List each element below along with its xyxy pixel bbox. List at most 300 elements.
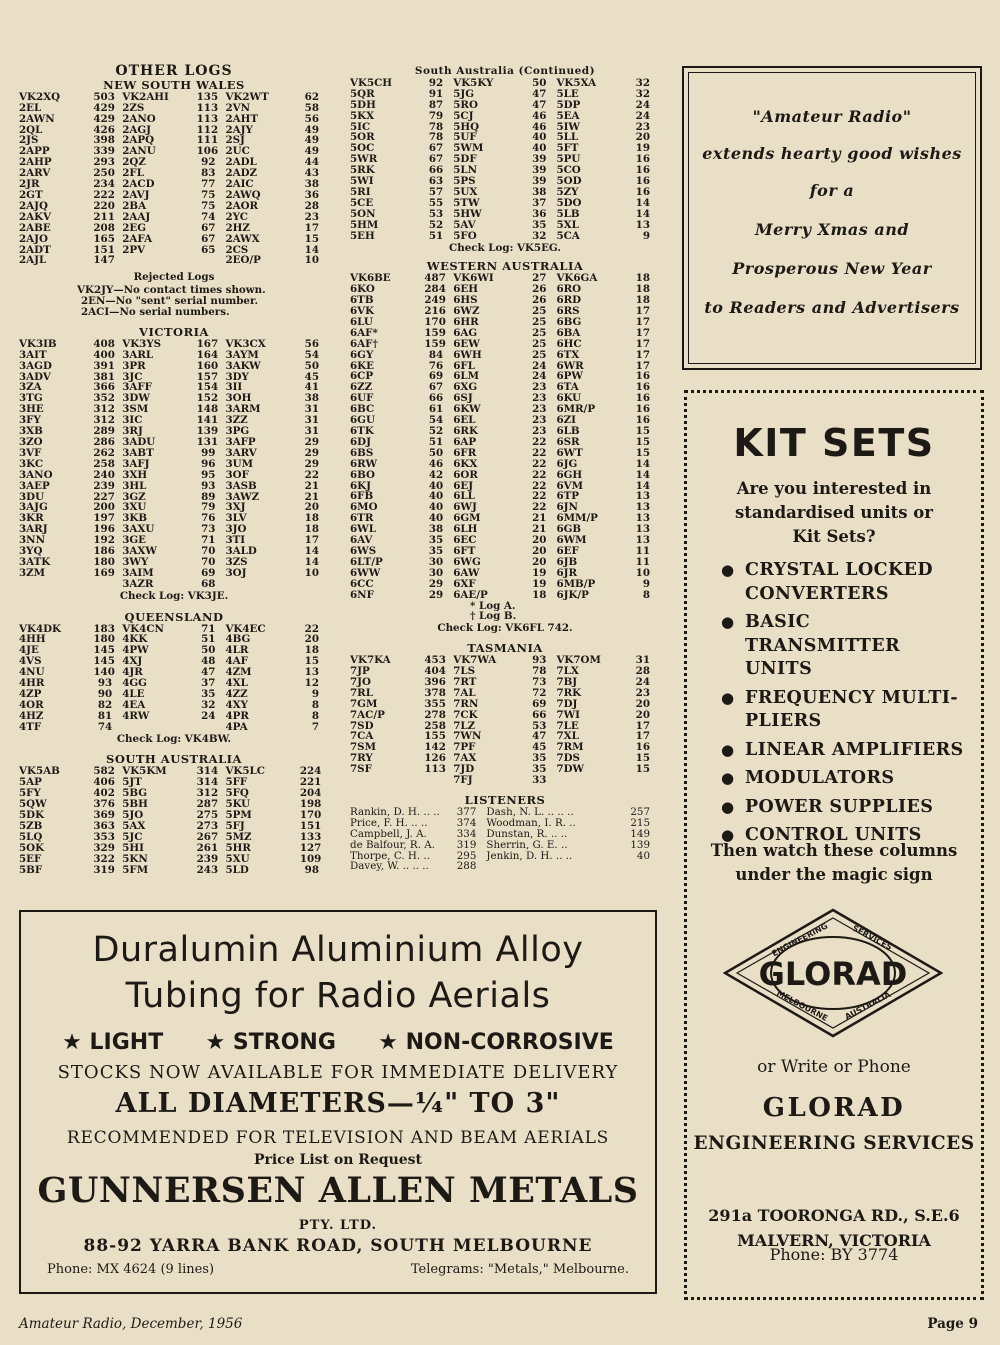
- score-cell: 17: [635, 360, 650, 372]
- ad-address: 88-92 YARRA BANK ROAD, SOUTH MELBOURNE: [83, 1236, 593, 1256]
- score-cell: 267: [196, 831, 219, 843]
- kit-sets-ad: [684, 390, 984, 1300]
- score-cell: 28: [635, 666, 650, 677]
- score-cell: 35: [532, 764, 547, 776]
- score-cell: 25: [532, 306, 547, 317]
- score-cell: 18: [635, 273, 650, 285]
- callsign-cell: 5KU: [225, 799, 251, 810]
- score-cell: 8: [311, 699, 319, 711]
- score-cell: 289: [93, 426, 115, 437]
- score-cell: 10: [635, 567, 650, 579]
- log-row: [19, 634, 329, 645]
- score-cell: 15: [635, 426, 650, 437]
- score-cell: 46: [428, 458, 444, 470]
- callsign-cell: 3JC: [122, 371, 143, 383]
- score-cell: 322: [93, 853, 115, 865]
- callsign-cell: 3AIM: [122, 567, 154, 579]
- score-cell: 84: [428, 349, 444, 361]
- score-cell: 11: [635, 545, 650, 557]
- kit-item: ● BASIC TRANSMITTER UNITS: [721, 611, 971, 682]
- score-cell: 45: [304, 371, 319, 383]
- score-cell: 249: [424, 295, 446, 307]
- score-cell: 13: [635, 535, 650, 546]
- kit-address-line: MALVERN, VICTORIA: [737, 1231, 931, 1250]
- score-cell: 30: [428, 556, 444, 568]
- callsign-cell: 3II: [225, 382, 243, 394]
- score-cell: 22: [304, 469, 319, 481]
- log-row: [350, 78, 660, 89]
- callsign-cell: 2HZ: [225, 222, 250, 234]
- score-cell: 51: [428, 230, 444, 242]
- xmas-greeting-box: [682, 66, 982, 370]
- score-cell: 17: [635, 349, 650, 361]
- callsign-cell: 6BC: [350, 404, 375, 416]
- callsign-cell: 7AC/P: [350, 709, 385, 721]
- log-row: [350, 89, 660, 100]
- score-cell: 140: [93, 667, 115, 679]
- wa-table: [350, 273, 660, 600]
- score-cell: 44: [304, 157, 319, 169]
- callsign-cell: 4GG: [122, 678, 147, 689]
- log-row: [350, 273, 660, 284]
- score-cell: 67: [201, 233, 216, 245]
- callsign-cell: 2AHT: [225, 113, 258, 125]
- score-cell: 54: [428, 415, 444, 426]
- log-row: [19, 535, 329, 546]
- callsign-cell: 2AIC: [225, 179, 254, 190]
- callsign-cell: 6VM: [556, 480, 583, 492]
- callsign-cell: 6KW: [453, 404, 481, 416]
- callsign-cell: 5MZ: [225, 831, 252, 843]
- callsign-cell: VK4EC: [225, 623, 266, 635]
- callsign-cell: 7LZ: [453, 720, 476, 732]
- score-cell: 50: [304, 360, 319, 372]
- glorad-logo-top2: SERVICES: [850, 923, 894, 953]
- callsign-cell: 5QW: [19, 799, 47, 810]
- vic-title: VICTORIA: [139, 324, 209, 339]
- log-row: [350, 328, 660, 339]
- callsign-cell: VK5AB: [19, 766, 60, 778]
- kit-intro-line: Are you interested in: [736, 479, 932, 498]
- log-row: [350, 382, 660, 393]
- score-cell: 35: [532, 753, 547, 765]
- callsign-cell: 6EC: [453, 535, 477, 546]
- callsign-cell: 6TX: [556, 349, 580, 361]
- ad-feature: ★ STRONG: [205, 1030, 336, 1055]
- callsign-cell: 3DY: [225, 371, 249, 383]
- listener-name-cell: Sherrin, G. E. ..: [486, 839, 568, 851]
- score-cell: 21: [532, 524, 547, 536]
- log-row: [350, 295, 660, 306]
- log-row: [350, 437, 660, 448]
- callsign-cell: 2QZ: [122, 157, 146, 169]
- score-cell: 17: [635, 327, 650, 339]
- score-cell: 26: [532, 284, 547, 296]
- callsign-cell: 3KR: [19, 513, 44, 525]
- callsign-cell: 7LX: [556, 666, 579, 677]
- score-cell: 66: [428, 165, 444, 177]
- score-cell: 22: [532, 436, 547, 448]
- callsign-cell: 3AFJ: [122, 458, 150, 470]
- score-cell: 17: [635, 306, 650, 317]
- log-row: [350, 677, 660, 688]
- callsign-cell: 5RO: [453, 99, 478, 111]
- callsign-cell: 2APQ: [122, 135, 155, 147]
- log-row: [19, 689, 329, 700]
- score-cell: 37: [532, 197, 547, 209]
- callsign-cell: 7SD: [350, 720, 374, 732]
- log-row: [19, 502, 329, 513]
- listener-name-cell: de Balfour, R. A.: [350, 839, 435, 851]
- callsign-cell: 5OC: [350, 143, 375, 155]
- wa-title: WESTERN AUSTRALIA: [426, 259, 584, 274]
- callsign-cell: 4HR: [19, 678, 45, 689]
- score-cell: 139: [196, 426, 219, 437]
- callsign-cell: 7DJ: [556, 698, 578, 710]
- score-cell: 43: [304, 168, 319, 180]
- score-cell: 16: [635, 742, 650, 754]
- log-row: [350, 231, 660, 242]
- score-cell: 319: [93, 864, 115, 876]
- score-cell: 404: [424, 666, 446, 677]
- score-cell: 14: [635, 208, 650, 220]
- score-cell: 312: [196, 788, 219, 800]
- score-cell: 76: [201, 513, 216, 525]
- callsign-cell: 2UC: [225, 146, 250, 158]
- score-cell: 164: [196, 349, 219, 361]
- score-cell: 32: [635, 77, 650, 89]
- callsign-cell: 6JK/P: [556, 589, 589, 601]
- score-cell: 183: [93, 623, 115, 635]
- score-cell: 20: [635, 132, 650, 144]
- callsign-cell: 2AWX: [225, 233, 260, 245]
- score-cell: 243: [196, 864, 219, 876]
- score-cell: 17: [635, 731, 650, 743]
- listener-row: [350, 851, 660, 862]
- score-cell: 36: [304, 189, 319, 201]
- score-cell: 23: [532, 393, 547, 405]
- callsign-cell: VK3IB: [19, 338, 57, 350]
- score-cell: 93: [201, 480, 216, 492]
- ad-recommended: RECOMMENDED FOR TELEVISION AND BEAM AERIALS: [66, 1128, 610, 1148]
- log-row: [19, 766, 329, 777]
- callsign-cell: 3RJ: [122, 426, 143, 437]
- callsign-cell: 5LE: [556, 88, 579, 100]
- log-row: [19, 179, 329, 190]
- callsign-cell: 5PM: [225, 810, 252, 821]
- log-row: [19, 821, 329, 832]
- wa-check: Check Log: VK6FL 742.: [437, 622, 573, 635]
- callsign-cell: 3DU: [19, 491, 45, 503]
- log-row: [19, 125, 329, 136]
- callsign-cell: 6TK: [350, 426, 374, 437]
- score-cell: 111: [196, 135, 219, 147]
- log-row: [19, 190, 329, 201]
- callsign-cell: 6WH: [453, 349, 482, 361]
- score-cell: 70: [201, 546, 216, 557]
- callsign-cell: 3ADV: [19, 371, 51, 383]
- callsign-cell: 2ANU: [122, 146, 156, 158]
- callsign-cell: 3YQ: [19, 546, 43, 557]
- log-row: [19, 426, 329, 437]
- score-cell: 240: [93, 469, 115, 481]
- callsign-cell: 3ZO: [19, 437, 43, 448]
- log-row: [350, 132, 660, 143]
- callsign-cell: 6RW: [350, 458, 378, 470]
- callsign-cell: 3OF: [225, 469, 249, 481]
- callsign-cell: 4PA: [225, 721, 248, 733]
- score-cell: 57: [428, 186, 444, 198]
- callsign-cell: 3AGD: [19, 360, 52, 372]
- tas-table: [350, 655, 660, 786]
- callsign-cell: VK7WA: [453, 655, 497, 667]
- wa-note-a: * Log A.: [470, 599, 516, 612]
- rejected-title: Rejected Logs: [133, 271, 215, 284]
- score-cell: 224: [299, 766, 322, 778]
- callsign-cell: 5FF: [225, 777, 248, 789]
- kit-item: ● MODULATORS: [721, 767, 971, 791]
- score-cell: 40: [532, 143, 547, 155]
- score-cell: 152: [196, 393, 219, 405]
- score-cell: 13: [635, 502, 650, 514]
- callsign-cell: 2ADL: [225, 157, 257, 169]
- score-cell: 20: [304, 634, 319, 646]
- score-cell: 353: [93, 831, 115, 843]
- callsign-cell: 2GT: [19, 189, 43, 201]
- log-row: [350, 742, 660, 753]
- log-row: [350, 546, 660, 557]
- ad-title-line1: Duralumin Aluminium Alloy: [92, 930, 584, 970]
- callsign-cell: 3KB: [122, 513, 148, 525]
- glorad-logo-center: GLORAD: [758, 955, 908, 993]
- score-cell: 71: [201, 535, 216, 547]
- callsign-cell: 3AXW: [122, 546, 157, 557]
- callsign-cell: 7LE: [556, 720, 579, 732]
- callsign-cell: 5UF: [453, 132, 477, 144]
- callsign-cell: 5OR: [350, 132, 375, 144]
- score-cell: 67: [428, 143, 444, 155]
- score-cell: 208: [93, 222, 115, 234]
- callsign-cell: 3JO: [225, 524, 247, 536]
- callsign-cell: 5UX: [453, 186, 478, 198]
- score-cell: 127: [299, 842, 322, 854]
- log-row: [350, 535, 660, 546]
- log-row: [19, 223, 329, 234]
- score-cell: 17: [304, 535, 319, 547]
- listener-name-cell: Jenkin, D. H. .. ..: [486, 850, 573, 862]
- callsign-cell: VK5CH: [350, 77, 393, 89]
- callsign-cell: 5RK: [350, 165, 375, 177]
- score-cell: 19: [635, 143, 650, 155]
- callsign-cell: VK4CN: [122, 623, 164, 635]
- score-cell: 398: [93, 135, 115, 147]
- callsign-cell: [350, 775, 424, 786]
- score-cell: 54: [304, 349, 319, 361]
- score-cell: 221: [299, 777, 322, 789]
- score-cell: 155: [424, 731, 446, 743]
- kit-intro: [687, 477, 981, 549]
- other-logs-title: OTHER LOGS: [115, 63, 233, 79]
- callsign-cell: 3XJ: [225, 502, 246, 514]
- score-cell: 160: [196, 360, 219, 372]
- log-row: [19, 667, 329, 678]
- callsign-cell: 6JB: [556, 556, 578, 568]
- log-row: [350, 165, 660, 176]
- score-cell: 402: [93, 788, 115, 800]
- log-row: [350, 721, 660, 732]
- log-row: [19, 524, 329, 535]
- callsign-cell: 5TW: [453, 197, 480, 209]
- callsign-cell: 6EJ: [453, 480, 474, 492]
- kit-item: ● FREQUENCY MULTI-PLIERS: [721, 687, 971, 734]
- log-row: [19, 711, 329, 722]
- log-row: [19, 448, 329, 459]
- score-cell: 83: [201, 168, 216, 180]
- callsign-cell: VK2WT: [225, 91, 269, 103]
- score-cell: 429: [93, 102, 115, 114]
- listeners-table: [350, 807, 660, 872]
- callsign-cell: 7CA: [350, 731, 374, 743]
- callsign-cell: 6LT/P: [350, 556, 383, 568]
- listener-name-cell: Woodman, I. R. ..: [486, 817, 576, 829]
- callsign-cell: 6MM/P: [556, 513, 598, 525]
- log-row: [350, 710, 660, 721]
- callsign-cell: 2PV: [122, 244, 146, 256]
- log-row: [19, 339, 329, 350]
- callsign-cell: 4NU: [19, 667, 45, 679]
- score-cell: 18: [635, 284, 650, 296]
- xmas-inner-border: [688, 72, 976, 364]
- callsign-cell: 5FO: [453, 230, 477, 242]
- callsign-cell: 3AFP: [225, 437, 256, 448]
- score-cell: 157: [196, 371, 219, 383]
- log-row: [19, 788, 329, 799]
- callsign-cell: 6KX: [453, 458, 478, 470]
- score-cell: 453: [424, 655, 446, 667]
- callsign-cell: 5WM: [453, 143, 484, 155]
- callsign-cell: 6WL: [350, 524, 376, 536]
- log-row: [19, 865, 329, 876]
- callsign-cell: 6LL: [453, 491, 475, 503]
- listener-score-cell: 139: [630, 839, 650, 851]
- callsign-cell: 6EH: [453, 284, 478, 296]
- score-cell: 29: [304, 458, 319, 470]
- callsign-cell: 5RI: [350, 186, 371, 198]
- qld-table: [19, 624, 329, 733]
- callsign-cell: 7RL: [350, 687, 373, 699]
- callsign-cell: 5DO: [556, 197, 582, 209]
- kit-then-line: Then watch these columns: [710, 841, 958, 860]
- callsign-cell: 3ANO: [19, 469, 53, 481]
- callsign-cell: 3VF: [19, 447, 42, 459]
- callsign-cell: 3ARM: [225, 404, 261, 416]
- callsign-cell: VK2XQ: [19, 91, 61, 103]
- score-cell: 186: [93, 546, 115, 557]
- callsign-cell: 6TA: [556, 382, 579, 394]
- score-cell: 196: [93, 524, 115, 536]
- score-cell: 50: [428, 447, 444, 459]
- log-row: [350, 764, 660, 775]
- callsign-cell: 2CS: [225, 244, 249, 256]
- score-cell: 66: [428, 393, 444, 405]
- callsign-cell: 6GH: [556, 469, 583, 481]
- score-cell: 406: [93, 777, 115, 789]
- callsign-cell: 6ZI: [556, 415, 576, 426]
- score-cell: 98: [304, 864, 319, 876]
- callsign-cell: VK7OM: [556, 655, 601, 667]
- score-cell: 8: [311, 710, 319, 722]
- log-row: [19, 255, 329, 266]
- log-row: [350, 448, 660, 459]
- log-row: [350, 699, 660, 710]
- callsign-cell: 6HR: [453, 316, 479, 328]
- callsign-cell: 7SF: [350, 764, 372, 776]
- score-cell: 61: [428, 404, 444, 416]
- callsign-cell: 5PU: [556, 154, 581, 166]
- log-row: [350, 209, 660, 220]
- score-cell: 14: [635, 480, 650, 492]
- listener-row: [350, 818, 660, 829]
- callsign-cell: 6ZZ: [350, 382, 373, 394]
- score-cell: 15: [304, 233, 319, 245]
- glorad-logo: [723, 908, 943, 1038]
- listener-score-cell: 215: [630, 817, 650, 829]
- score-cell: 24: [635, 676, 650, 688]
- log-row: [350, 306, 660, 317]
- callsign-cell: VK5XA: [556, 77, 597, 89]
- callsign-cell: VK4DK: [19, 623, 61, 635]
- callsign-cell: 2AAJ: [122, 211, 151, 223]
- score-cell: 23: [532, 415, 547, 426]
- score-cell: 75: [201, 200, 216, 212]
- callsign-cell: 6BS: [350, 447, 374, 459]
- score-cell: 79: [428, 110, 444, 122]
- score-cell: 113: [424, 764, 446, 776]
- log-row: [350, 524, 660, 535]
- score-cell: 14: [304, 556, 319, 568]
- score-cell: 16: [635, 165, 650, 177]
- score-cell: 39: [532, 154, 547, 166]
- tas-title: TASMANIA: [467, 641, 543, 656]
- callsign-cell: 4HZ: [19, 710, 44, 722]
- score-cell: 363: [93, 820, 115, 832]
- callsign-cell: 7CK: [453, 709, 478, 721]
- score-cell: 27: [532, 273, 547, 285]
- callsign-cell: 3SM: [122, 404, 149, 416]
- log-row: [350, 220, 660, 231]
- score-cell: 142: [424, 742, 446, 754]
- score-cell: 74: [97, 721, 113, 733]
- xmas-line: extends hearty good wishes: [702, 144, 962, 163]
- log-row: [19, 854, 329, 865]
- score-cell: 18: [635, 295, 650, 307]
- callsign-cell: 5LN: [453, 165, 478, 177]
- log-row: [19, 492, 329, 503]
- score-cell: 40: [428, 480, 444, 492]
- callsign-cell: 2SJ: [225, 135, 245, 147]
- listener-name-cell: Thorpe, C. H. ..: [350, 850, 430, 862]
- log-row: [350, 122, 660, 133]
- callsign-cell: 3AWZ: [225, 491, 260, 503]
- score-cell: 227: [93, 491, 115, 503]
- callsign-cell: 3WY: [122, 556, 149, 568]
- log-row: [350, 284, 660, 295]
- score-cell: 25: [532, 327, 547, 339]
- log-row: [19, 168, 329, 179]
- score-cell: 197: [93, 513, 115, 525]
- callsign-cell: 6RD: [556, 295, 582, 307]
- score-cell: 151: [299, 820, 322, 832]
